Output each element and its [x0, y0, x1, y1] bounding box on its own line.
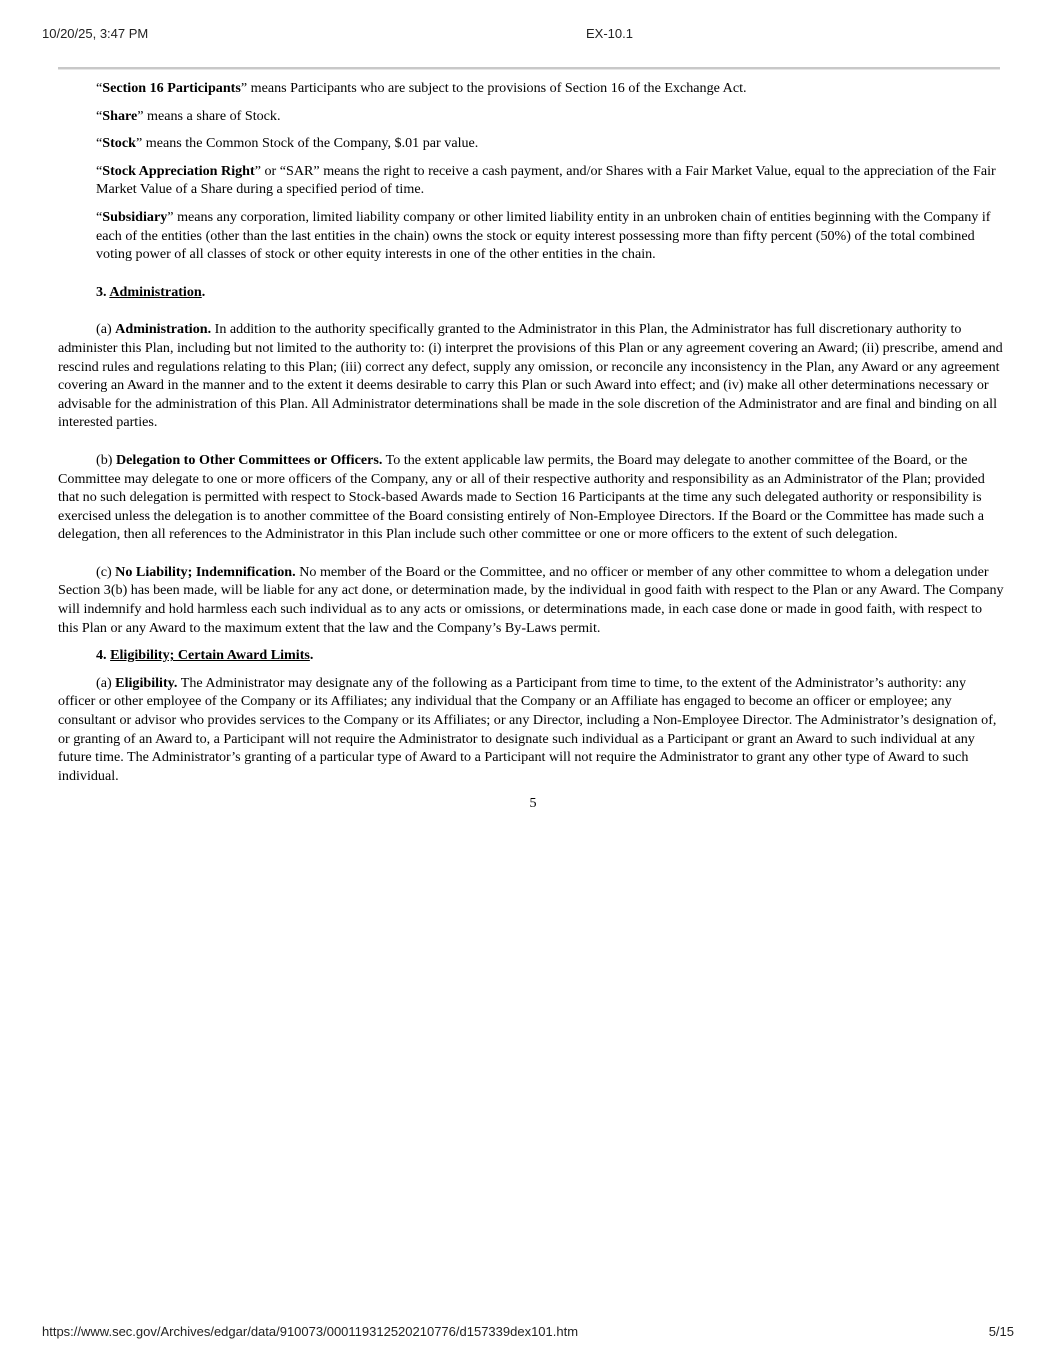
- section-4a-paragraph: (a) Eligibility. The Administrator may designate any of the following as a Participant from time to time, to the extent of the Administrator’s authority: any officer or other employee of the Company or its Affiliates; any individual that the Company or an Affiliate has engaged to become an officer or employee; any consultant or advisor who provides services to the Company or its Affiliates; or any Director, including a Non-Employee Director. The Administrator’s designation of, or granting of an Award to, a Participant will not require the Administrator to designate such individual as a Participant or grant an Award to such individual at any future time. The Administrator’s granting of a particular type of Award to a Participant will not require the Administrator to grant any other type of Award to such individual.: [58, 674, 997, 784]
- section-title: Eligibility; Certain Award Limits: [110, 647, 310, 664]
- header-divider: [58, 67, 1000, 70]
- paragraph-text: To the extent applicable law permits, the Board may delegate to another committee of the Board, or the Committee may delegate to one or more officers of the Company, any or all of their respective authority and responsibility as an Administrator of the Plan; provided that no such delegation is permitted with respect to Stock-based Awards made to Section 16 Participants at the time any such delegated authority or responsibility is exercised unless the delegation is to another committee of the Board consisting entirely of Non-Employee Directors. If the Board or the Committee has made such a delegation, then all references to the Administrator in this Plan include such other committee or one or more officers to the extent of such delegation.: [58, 451, 985, 543]
- section-3a-paragraph: (a) Administration. In addition to the authority specifically granted to the Administrator in this Plan, the Administrator has full discretionary authority to administer this Plan, including but not limited to the authority to: (i) interpret the provisions of this Plan or any agreement covering an Award; (ii) prescribe, amend and rescind rules and regulations relating to this Plan; (iii) correct any defect, supply any omission, or reconcile any inconsistency in the Plan, any Award or any agreement covering an Award in the manner and to the extent it deems desirable to carry this Plan or such Award into effect; and (iv) make all other determinations necessary or advisable for the administration of this Plan. All Administrator determinations shall be made in the sole discretion of the Administrator and are final and binding on all interested parties.: [58, 321, 1003, 431]
- section-3b-paragraph: (b) Delegation to Other Committees or Officers. To the extent applicable law permits, the Board may delegate to another committee of the Board, or the Committee may delegate to one or more officers of the Company, any or all of their respective authority and responsibility as an Administrator of the Plan; provided that no such delegation is permitted with respect to Stock-based Awards made to Section 16 Participants at the time any such delegated authority or responsibility is exercised unless the delegation is to another committee of the Board consisting entirely of Non-Employee Directors. If the Board or the Committee has made such a delegation, then all references to the Administrator in this Plan include such other committee or one or more officers to the extent of such delegation.: [58, 451, 985, 543]
- definition-section-16-participants: “Section 16 Participants” means Participants who are subject to the provisions of Section 16 of the Exchange Act.: [96, 80, 747, 96]
- section-4-heading: 4. Eligibility; Certain Award Limits.: [96, 647, 314, 664]
- definition-text: ” means Participants who are subject to the provisions of Section 16 of the Exchange Act.: [240, 80, 747, 96]
- definition-term: Subsidiary: [102, 208, 168, 225]
- definition-term: Stock: [102, 135, 136, 152]
- print-page-indicator: 5/15: [988, 1324, 1014, 1339]
- definition-text: ” means any corporation, limited liability company or other limited liability entity in an unbroken chain of entities beginning with the Company if each of the entities (other than the last entities in the chain) owns the stock or equity interest possessing more than fifty percent (50%) of the total combined voting power of all classes of stock or other equity interests in one of the other entities in the chain.: [96, 208, 991, 263]
- definition-subsidiary: “Subsidiary” means any corporation, limited liability company or other limited liability entity in an unbroken chain of entities beginning with the Company if each of the entities (other than the last entities in the chain) owns the stock or equity interest possessing more than fifty percent (50%) of the total combined voting power of all classes of stock or other equity interests in one of the other entities in the chain.: [96, 208, 991, 263]
- definition-text: ” means a share of Stock.: [137, 107, 281, 124]
- definition-share: “Share” means a share of Stock.: [96, 107, 281, 124]
- paragraph-heading: Administration.: [115, 321, 212, 338]
- definition-text: ” or “SAR” means the right to receive a cash payment, and/or Shares with a Fair Market Value, equal to the appreciation of the Fair Market Value of a Share during a specified period of time.: [96, 162, 996, 198]
- definition-term: Section 16 Participants: [102, 80, 241, 96]
- paragraph-text: The Administrator may designate any of the following as a Participant from time to time, to the extent of the Administrator’s authority: any officer or other employee of the Company or its Affiliates; any individual that the Company or an Affiliate has engaged to become an officer or employee; any consultant or advisor who provides services to the Company or its Affiliates; or any Director, including a Non-Employee Director. The Administrator’s designation of, or granting of an Award to, a Participant will not require the Administrator to designate such individual as a Participant or grant an Award to such individual at any future time. The Administrator’s granting of a particular type of Award to a Participant will not require the Administrator to grant any other type of Award to such individual.: [58, 674, 997, 784]
- definition-term: Stock Appreciation Right: [102, 162, 255, 179]
- paragraph-heading: Eligibility.: [115, 674, 178, 691]
- print-datetime: 10/20/25, 3:47 PM: [42, 26, 149, 41]
- definition-term: Share: [102, 107, 138, 124]
- definition-stock: “Stock” means the Common Stock of the Company, $.01 par value.: [96, 135, 479, 152]
- definition-stock-appreciation-right: “Stock Appreciation Right” or “SAR” means the right to receive a cash payment, and/or Shares with a Fair Market Value, equal to the appreciation of the Fair Market Value of a Share during a specified period of time.: [96, 162, 996, 198]
- paragraph-text: No member of the Board or the Committee, and no officer or member of any other committee to whom a delegation under Section 3(b) has been made, will be liable for any act done, or determination made, by the individual in good faith with respect to the Plan or any Award. The Company will indemnify and hold harmless each such individual as to any acts or omissions, or determinations made, in each case done or made in good faith, with respect to this Plan or any Award to the maximum extent that the law and the Company’s By-Laws permit.: [58, 563, 1004, 636]
- section-3-heading: 3. Administration.: [96, 283, 206, 300]
- section-title: Administration: [109, 283, 202, 300]
- section-3c-paragraph: (c) No Liability; Indemnification. No member of the Board or the Committee, and no officer or member of any other committee to whom a delegation under Section 3(b) has been made, will be liable for any act done, or determination made, by the individual in good faith with respect to the Plan or any Award. The Company will indemnify and hold harmless each such individual as to any acts or omissions, or determinations made, in each case done or made in good faith, with respect to this Plan or any Award to the maximum extent that the law and the Company’s By-Laws permit.: [58, 563, 1004, 636]
- print-document-title: EX-10.1: [586, 26, 633, 41]
- paragraph-heading: No Liability; Indemnification.: [115, 563, 296, 580]
- paragraph-text: In addition to the authority specifically granted to the Administrator in this Plan, the Administrator has full discretionary authority to administer this Plan, including but not limited to the authority to: (i) interpret the provisions of this Plan or any agreement covering an Award; (ii) prescribe, amend and rescind rules and regulations relating to this Plan; (iii) correct any defect, supply any omission, or reconcile any inconsistency in the Plan, any Award or any agreement covering an Award in the manner and to the extent it deems desirable to carry this Plan or such Award into effect; and (iv) make all other determinations necessary or advisable for the administration of this Plan. All Administrator determinations shall be made in the sole discretion of the Administrator and are final and binding on all interested parties.: [58, 321, 1003, 431]
- print-url: https://www.sec.gov/Archives/edgar/data/910073/000119312520210776/d157339dex101.htm: [42, 1324, 579, 1339]
- paragraph-heading: Delegation to Other Committees or Officers.: [115, 451, 383, 468]
- definition-text: ” means the Common Stock of the Company, $.01 par value.: [135, 135, 479, 152]
- page-number: 5: [529, 795, 537, 812]
- document-body: [58, 79, 1004, 813]
